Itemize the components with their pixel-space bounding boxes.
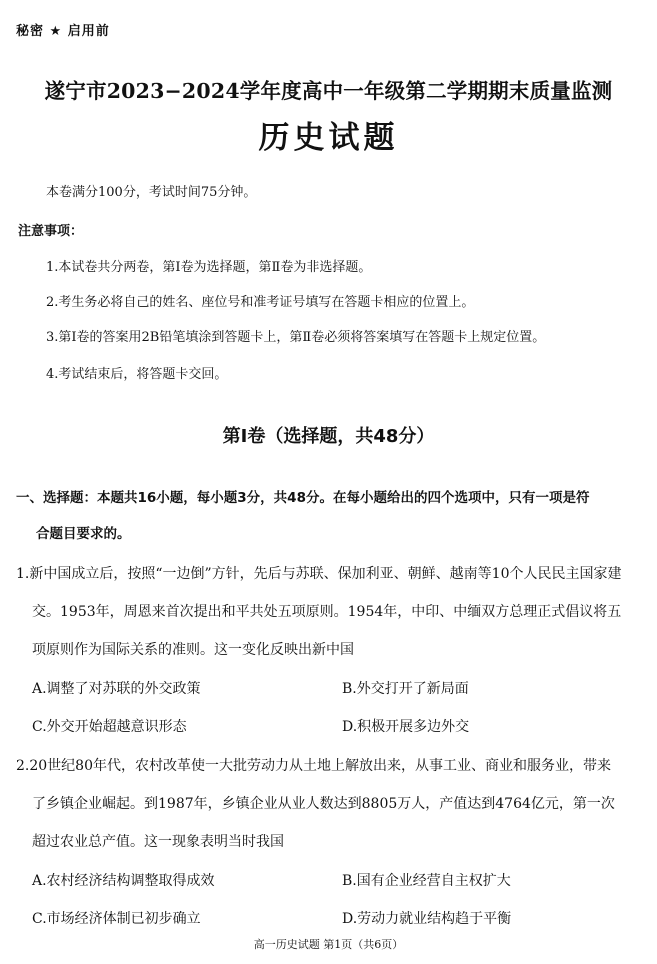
question-2-option-b: B.国有企业经营自主权扩大 (342, 873, 511, 889)
question-2-option-c: C.市场经济体制已初步确立 (32, 911, 201, 927)
note-item: 4.考试结束后，将答题卡交回。 (46, 367, 228, 382)
note-item: 3.第Ⅰ卷的答案用2B铅笔填涂到答题卡上，第Ⅱ卷必须将答案填写在答题卡上规定位置。 (46, 330, 546, 345)
exam-title: 遂宁市2023−2024学年度高中一年级第二学期期末质量监测 (44, 79, 613, 103)
section-title: 第Ⅰ卷（选择题，共48分） (222, 426, 435, 447)
notes-heading: 注意事项： (18, 224, 84, 239)
exam-intro: 本卷满分100分，考试时间75分钟。 (46, 185, 257, 200)
question-1-option-b: B.外交打开了新局面 (342, 681, 469, 697)
section-instruction: 合题目要求的。 (36, 526, 131, 542)
question-1-option-d: D.积极开展多边外交 (342, 719, 470, 735)
question-2-option-a: A.农村经济结构调整取得成效 (32, 873, 215, 889)
question-1-line: 1.新中国成立后，按照“一边倒”方针，先后与苏联、保加利亚、朝鲜、越南等10个人民民主国家建 (16, 566, 622, 582)
question-1-option-c: C.外交开始超越意识形态 (32, 719, 187, 735)
question-2-option-d: D.劳动力就业结构趋于平衡 (342, 911, 512, 927)
question-2-line: 超过农业总产值。这一现象表明当时我国 (32, 834, 284, 850)
confidential-label: 秘密 ★ 启用前 (16, 24, 110, 39)
subject-title: 历史试题 (258, 120, 399, 156)
question-1-line: 交。1953年，周恩来首次提出和平共处五项原则。1954年，中印、中缅双方总理正式倡议将五 (32, 604, 622, 620)
question-2-line: 2.20世纪80年代，农村改革使一大批劳动力从土地上解放出来，从事工业、商业和服务业，带来 (16, 758, 611, 774)
page-footer: 高一历史试题 第1页（共6页） (253, 938, 404, 951)
note-item: 1.本试卷共分两卷，第Ⅰ卷为选择题，第Ⅱ卷为非选择题。 (46, 260, 372, 275)
question-1-option-a: A.调整了对苏联的外交政策 (32, 681, 201, 697)
note-item: 2.考生务必将自己的姓名、座位号和准考证号填写在答题卡相应的位置上。 (46, 295, 475, 310)
section-instruction: 一、选择题：本题共16小题，每小题3分，共48分。在每小题给出的四个选项中，只有一项是符 (16, 490, 590, 506)
question-2-line: 了乡镇企业崛起。到1987年，乡镇企业从业人数达到8805万人，产值达到4764亿元，第一次 (32, 796, 615, 812)
question-1-line: 项原则作为国际关系的准则。这一变化反映出新中国 (32, 642, 354, 658)
